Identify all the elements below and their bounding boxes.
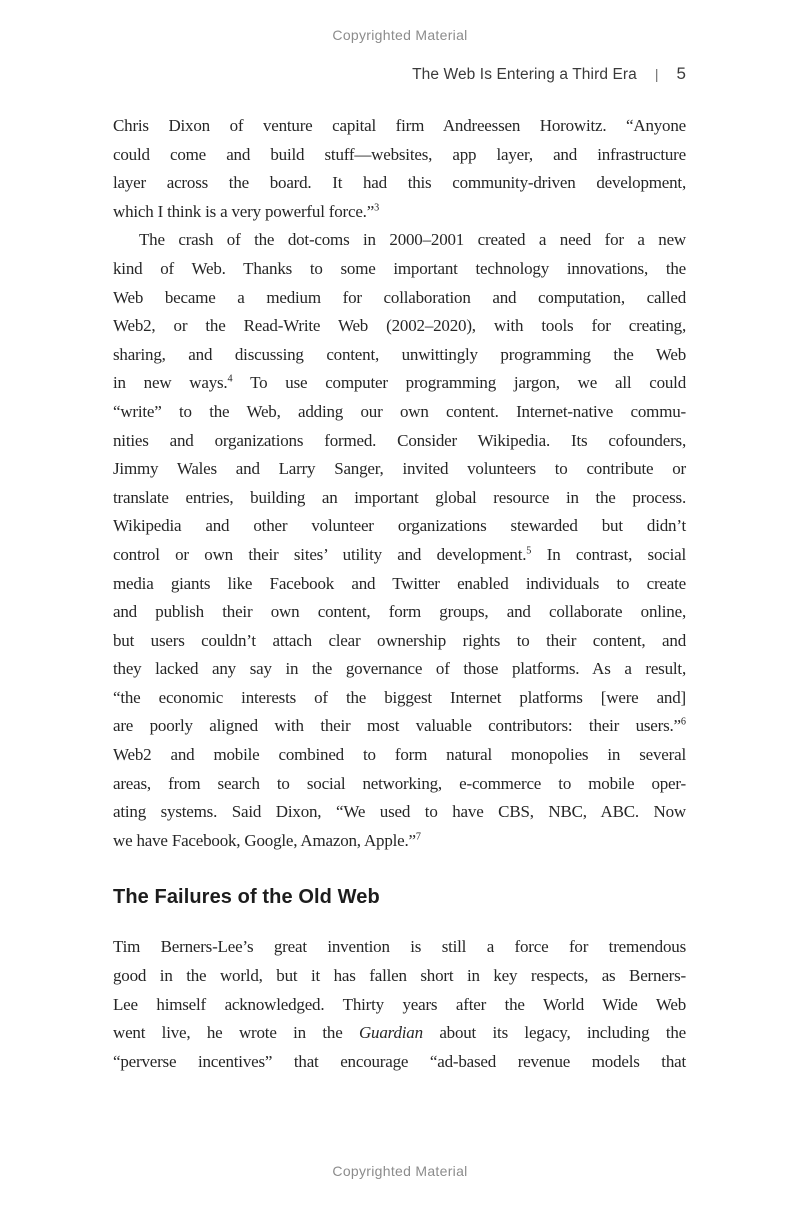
footnote-reference: 5 bbox=[526, 545, 532, 557]
copyright-notice-top: Copyrighted Material bbox=[332, 27, 468, 43]
paragraph bbox=[113, 933, 686, 1076]
text-segment: The crash of the dot-coms in 2000–2001 created a need for a new bbox=[139, 230, 686, 250]
text-line bbox=[113, 655, 686, 684]
text-line bbox=[113, 198, 686, 227]
text-segment: areas, from search to social networking, e-commerce to mobile oper- bbox=[113, 773, 686, 793]
text-line bbox=[113, 484, 686, 513]
text-line bbox=[113, 684, 686, 713]
text-segment: could come and build stuff—websites, app layer, and infrastructure bbox=[113, 144, 686, 164]
text-line bbox=[113, 541, 686, 570]
text-segment: they lacked any say in the governance of those platforms. As a result, bbox=[113, 659, 686, 679]
text-segment: Chris Dixon of venture capital firm Andreessen Horowitz. “Anyone bbox=[113, 116, 686, 135]
text-segment: but users couldn’t attach clear ownership rights to their content, and bbox=[113, 630, 686, 650]
text-line bbox=[113, 427, 686, 456]
text-segment: and publish their own content, form groups, and collaborate online, bbox=[113, 602, 686, 622]
text-line bbox=[113, 226, 686, 255]
text-line bbox=[113, 570, 686, 599]
text-line bbox=[113, 398, 686, 427]
text-block bbox=[113, 112, 686, 1076]
text-segment: media giants like Facebook and Twitter enabled individuals to create bbox=[113, 573, 686, 593]
text-segment: Web became a medium for collaboration and computation, called bbox=[113, 287, 686, 307]
text-line bbox=[113, 741, 686, 770]
text-segment: about its legacy, including the bbox=[422, 1023, 686, 1043]
running-head-divider: | bbox=[654, 66, 659, 82]
text-segment: are poorly aligned with their most valuable contributors: their users.” bbox=[113, 716, 681, 736]
paragraph bbox=[113, 112, 686, 226]
paragraph bbox=[113, 226, 686, 855]
page-number: 5 bbox=[676, 64, 686, 83]
text-line bbox=[113, 255, 686, 284]
text-segment: “perverse incentives” that encourage “ad-based revenue models that bbox=[113, 1051, 686, 1071]
copyright-notice-bottom: Copyrighted Material bbox=[332, 1163, 468, 1179]
italic-text: Guardian bbox=[358, 1023, 423, 1043]
text-line bbox=[113, 627, 686, 656]
text-line bbox=[113, 312, 686, 341]
text-line bbox=[113, 770, 686, 799]
text-line bbox=[113, 1019, 686, 1048]
text-segment: went live, he wrote in the bbox=[113, 1023, 359, 1043]
text-segment: kind of Web. Thanks to some important technology innovations, the bbox=[113, 258, 686, 278]
text-segment: good in the world, but it has fallen short in key respects, as Berners- bbox=[113, 966, 686, 986]
text-line bbox=[113, 962, 686, 991]
text-line bbox=[113, 369, 686, 398]
text-segment: Lee himself acknowledged. Thirty years after the World Wide Web bbox=[113, 994, 686, 1014]
text-line bbox=[113, 933, 686, 962]
text-segment: layer across the board. It had this community-driven development, bbox=[113, 173, 686, 193]
text-line bbox=[113, 455, 686, 484]
text-segment: To use computer programming jargon, we all could bbox=[232, 373, 686, 393]
running-head-title: The Web Is Entering a Third Era bbox=[412, 66, 637, 83]
text-segment: sharing, and discussing content, unwittingly programming the Web bbox=[113, 344, 686, 364]
text-line bbox=[113, 169, 686, 198]
text-line bbox=[113, 991, 686, 1020]
text-segment: Wikipedia and other volunteer organizations stewarded but didn’t bbox=[113, 516, 686, 536]
footnote-reference: 6 bbox=[680, 716, 686, 728]
text-line bbox=[113, 712, 686, 741]
text-line bbox=[113, 827, 686, 856]
text-line bbox=[113, 341, 686, 370]
text-segment: Jimmy Wales and Larry Sanger, invited volunteers to contribute or bbox=[113, 459, 686, 479]
text-line bbox=[113, 284, 686, 313]
running-head bbox=[113, 64, 686, 84]
text-segment: In contrast, social bbox=[531, 544, 686, 564]
text-segment: nities and organizations formed. Consider Wikipedia. Its cofounders, bbox=[113, 430, 686, 450]
text-segment: which I think is a very powerful force.” bbox=[113, 201, 375, 221]
text-segment: Tim Berners-Lee’s great invention is still a force for tremendous bbox=[113, 937, 686, 957]
footnote-reference: 4 bbox=[227, 373, 233, 385]
text-line bbox=[113, 598, 686, 627]
section-heading: The Failures of the Old Web bbox=[113, 886, 380, 909]
text-segment: translate entries, building an important global resource in the process. bbox=[113, 487, 686, 507]
text-segment: “the economic interests of the biggest Internet platforms [were and] bbox=[113, 687, 686, 707]
text-segment: Web2 and mobile combined to form natural monopolies in several bbox=[113, 745, 686, 765]
text-segment: Web2, or the Read-Write Web (2002–2020), with tools for creating, bbox=[113, 316, 686, 336]
text-line bbox=[113, 112, 686, 141]
text-line bbox=[113, 141, 686, 170]
text-segment: we have Facebook, Google, Amazon, Apple.” bbox=[113, 830, 416, 850]
text-segment: control or own their sites’ utility and development. bbox=[113, 544, 527, 564]
text-line bbox=[113, 1048, 686, 1077]
footnote-reference: 7 bbox=[415, 831, 421, 843]
text-line bbox=[113, 512, 686, 541]
text-segment: ating systems. Said Dixon, “We used to have CBS, NBC, ABC. Now bbox=[113, 802, 686, 822]
text-segment: “write” to the Web, adding our own content. Internet-native commu- bbox=[113, 401, 686, 421]
text-segment: in new ways. bbox=[113, 373, 228, 393]
text-line bbox=[113, 798, 686, 827]
footnote-reference: 3 bbox=[374, 202, 380, 214]
